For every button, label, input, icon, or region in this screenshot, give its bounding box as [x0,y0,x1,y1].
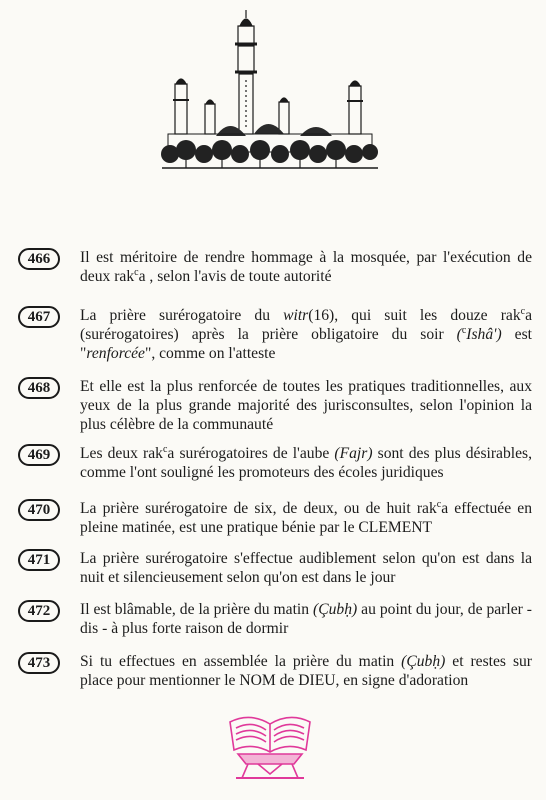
mosque-illustration [160,4,380,184]
entry-number-badge: 471 [18,549,60,571]
text-run: La prière surérogatoire du [80,307,284,324]
text-run: Si tu effectues en assemblée la prière du matin [80,653,402,670]
superscript-text: c [134,266,139,278]
italic-text: (Çubḥ) [401,653,446,670]
italic-text: (Çubḥ) [313,601,358,618]
text-run: a , selon l'avis de toute autorité [138,268,332,285]
text-run: La prière surérogatoire s'effectue audiblement selon qu'on est dans la nuit et silencieusement selon qu'on est dans le jour [80,550,532,586]
entry-number-badge: 468 [18,377,60,399]
open-book-illustration [222,708,318,784]
text-run: Il est méritoire de rendre hommage à la mosquée, par l'exécution de deux rak [80,249,532,285]
entry-number-badge: 467 [18,306,60,328]
italic-text: witr [283,307,309,324]
superscript-text: c [436,498,442,510]
text-run: et restes sur place pour mentionner le NOM de DIEU, en signe d'adoration [80,653,532,689]
text-run: ", comme on l'atteste [144,345,276,362]
text-run: La prière surérogatoire de six, de deux, ou de huit rak [80,500,437,517]
entry-text [80,248,532,286]
entry [18,444,532,482]
text-run: Les deux rak [80,445,163,462]
entry [18,600,532,638]
italic-text: renforcée [86,345,145,362]
entry [18,306,532,363]
entry-text [80,444,532,482]
text-run: est " [80,326,532,362]
entry-text [80,499,532,537]
entry-number-badge: 470 [18,499,60,521]
text-run: a surérogatoires de l'aube [167,445,335,462]
text-run: au point du jour, de parler - dis - à plus forte raison de dormir [80,601,532,637]
text-run: sont des plus désirables, comme l'ont souligné les promoteurs des écoles juridiques [80,445,532,481]
entry [18,652,532,690]
text-run: Et elle est la plus renforcée de toutes les pratiques traditionnelles, aux yeux de la plus grande majorité des jurisconsultes, selon l'opinion la plus célèbre de la communauté [80,378,532,433]
superscript-text: c [461,324,467,336]
text-run: a effectuée en pleine matinée, est une pratique bénie par le CLEMENT [80,500,532,536]
entry-text [80,549,532,587]
entry-number-badge: 466 [18,248,60,270]
superscript-text: c [162,443,168,455]
entry-text [80,377,532,434]
entry [18,248,532,286]
italic-text: Ishâ') [466,326,502,343]
italic-text: ( [456,326,462,343]
text-run: a (surérogatoires) après la prière obligatoire du soir [80,307,532,343]
entry-text [80,306,532,363]
entry [18,499,532,537]
entry-text [80,600,532,638]
entry [18,377,532,434]
entry-number-badge: 472 [18,600,60,622]
entry [18,549,532,587]
entry-number-badge: 473 [18,652,60,674]
italic-text: (Fajr) [334,445,373,462]
text-run: (16), qui suit les douze rak [308,307,521,324]
superscript-text: c [520,305,526,317]
entry-number-badge: 469 [18,444,60,466]
text-run: Il est blâmable, de la prière du matin [80,601,314,618]
entry-text [80,652,532,690]
